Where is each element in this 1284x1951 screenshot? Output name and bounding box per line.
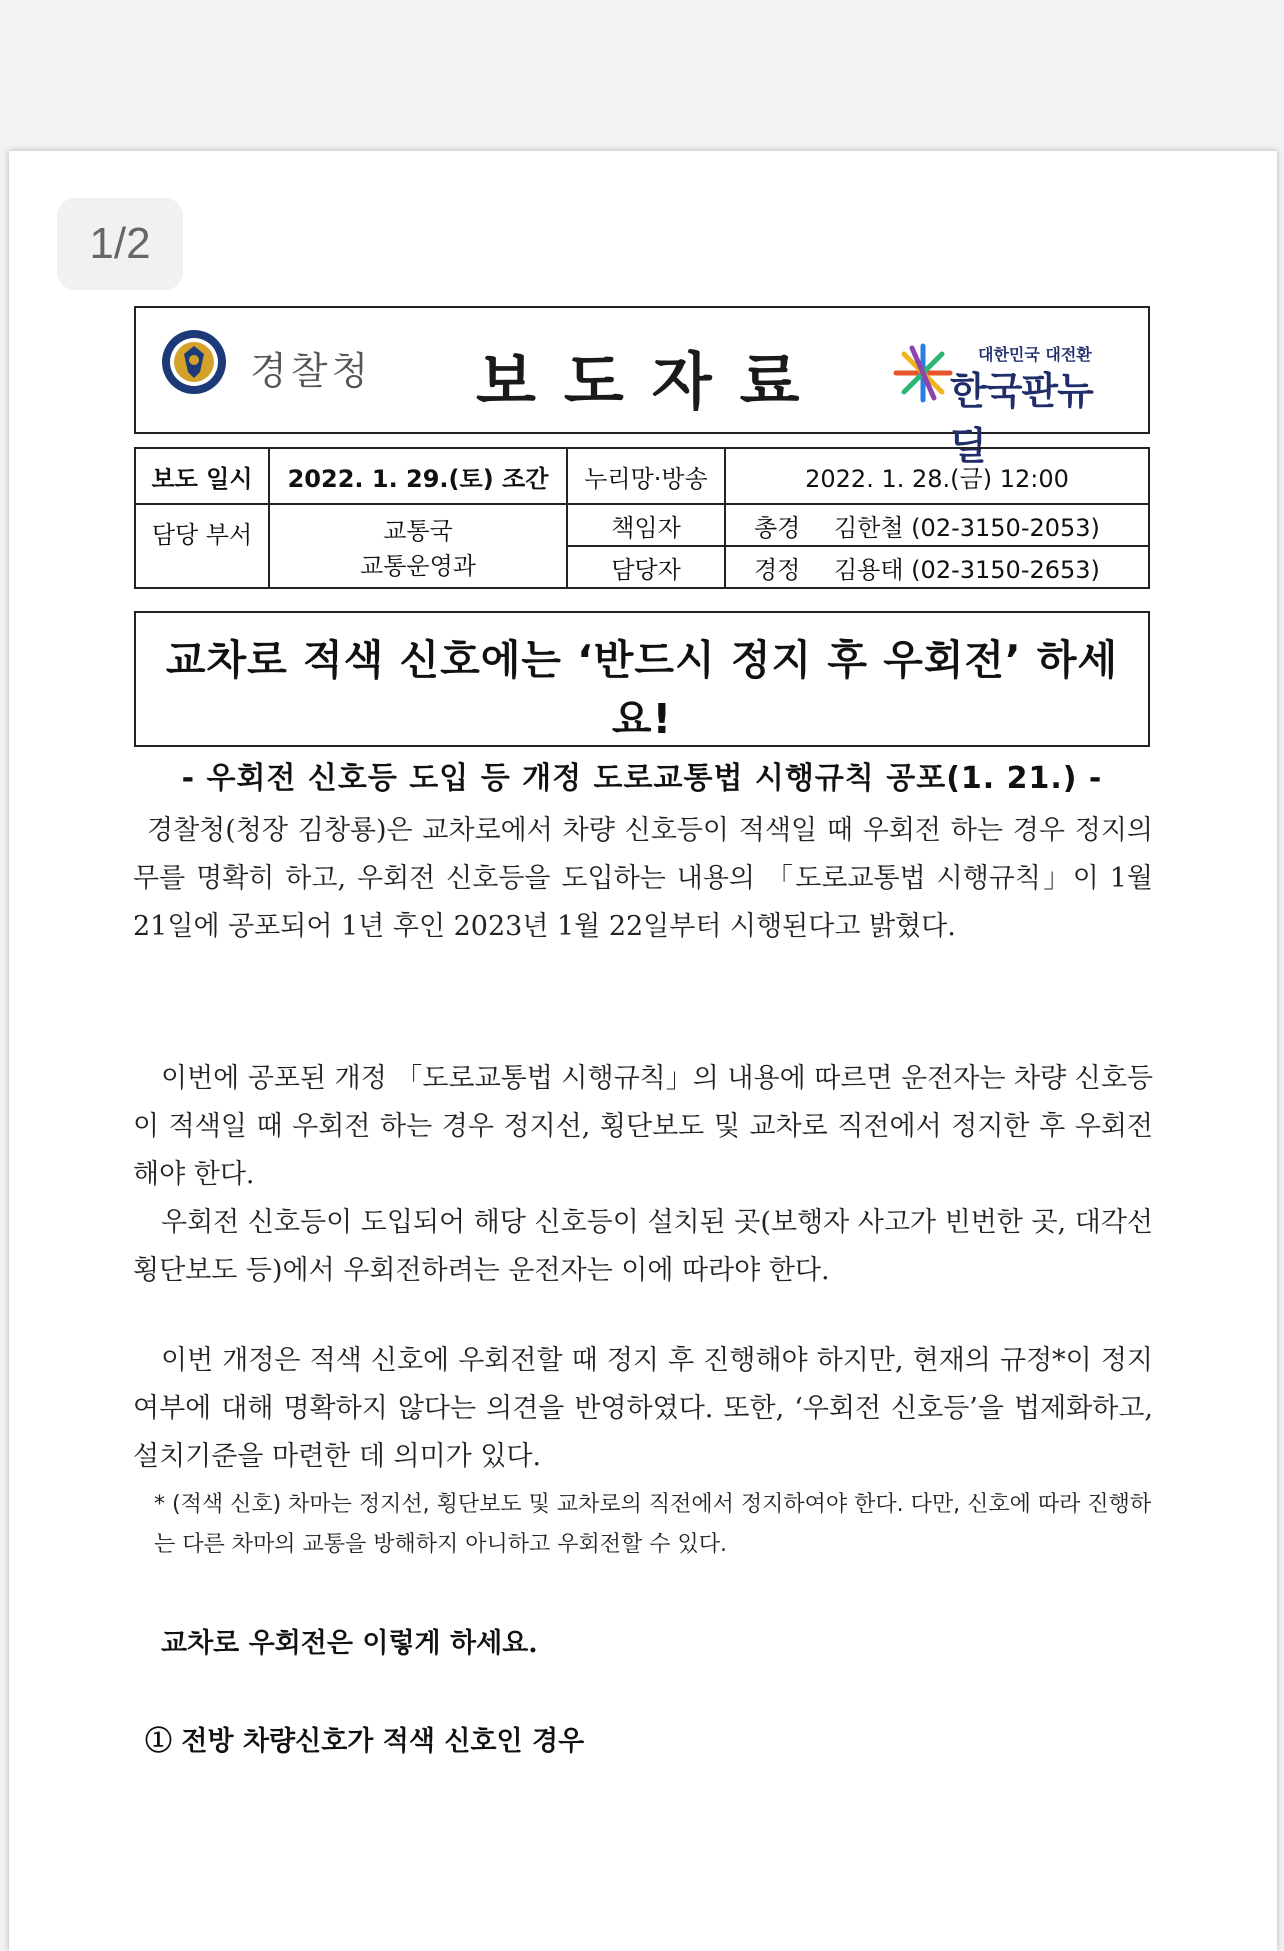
- manager-label: 책임자: [567, 504, 725, 546]
- list-item-1: ① 전방 차량신호가 적색 신호인 경우: [145, 1726, 585, 1757]
- manager-rank: 총경: [754, 513, 801, 542]
- media-value: 2022. 1. 28.(금) 12:00: [725, 448, 1149, 504]
- dept-line2: 교통운영과: [360, 552, 476, 580]
- dept-line1: 교통국: [383, 517, 453, 545]
- release-info-table: [134, 447, 1150, 589]
- press-release-header: [134, 306, 1150, 468]
- logo-title: 한국판뉴딜: [950, 369, 1093, 468]
- release-value: 2022. 1. 29.(토) 조간: [269, 448, 567, 504]
- staff-label: 담당자: [567, 546, 725, 588]
- document-page: [9, 151, 1277, 1951]
- headline-box: [134, 611, 1150, 796]
- manager-contact: [725, 504, 1149, 546]
- document-type-title: 보도자료: [476, 345, 828, 418]
- korean-new-deal-logo: [888, 338, 1128, 468]
- dept-value: [269, 504, 567, 588]
- police-emblem-icon: [160, 328, 228, 396]
- logo-subtitle: 대한민국 대전환: [978, 345, 1092, 364]
- paragraph-1: 경찰청(청장 김창룡)은 교차로에서 차량 신호등이 적색일 때 우회전 하는 경우 정지의무를 명확히 하고, 우회전 신호등을 도입하는 내용의 「도로교통법 시행규칙」이 1월 21일에 공포되어 1년 후인 2023년 1월 22일부터 시행된다고 밝혔다.: [133, 815, 1153, 942]
- paragraph-4: 이번 개정은 적색 신호에 우회전할 때 정지 후 진행해야 하지만, 현재의 규정*이 정지 여부에 대해 명확하지 않다는 의견을 반영하였다. 또한, ‘우회전 신호등’을 법제화하고, 설치기준을 마련한 데 의미가 있다.: [133, 1345, 1153, 1472]
- new-deal-star-icon: [888, 338, 958, 408]
- page-indicator: 1/2: [57, 198, 183, 290]
- headline-title: 교차로 적색 신호에는 ‘반드시 정지 후 우회전’ 하세요!: [165, 636, 1119, 743]
- media-label: 누리망·방송: [567, 448, 725, 504]
- section-heading: 교차로 우회전은 이렇게 하세요.: [161, 1628, 538, 1659]
- release-label: 보도 일시: [135, 448, 269, 504]
- staff-contact: [725, 546, 1149, 588]
- footnote: * (적색 신호) 차마는 정지선, 횡단보도 및 교차로의 직전에서 정지하여야 한다. 다만, 신호에 따라 진행하는 다른 차마의 교통을 방해하지 아니하고 우회전할 수 있다.: [154, 1492, 1152, 1557]
- paragraph-2: 이번에 공포된 개정 「도로교통법 시행규칙」의 내용에 따르면 운전자는 차량 신호등이 적색일 때 우회전 하는 경우 정지선, 횡단보도 및 교차로 직전에서 정지한 후 우회전해야 한다.: [133, 1063, 1153, 1190]
- dept-label: 담당 부서: [135, 504, 269, 588]
- manager-name: 김한철 (02-3150-2053): [834, 513, 1100, 542]
- headline-subtitle: - 우회전 신호등 도입 등 개정 도로교통법 시행규칙 공포(1. 21.) -: [181, 761, 1103, 796]
- staff-rank: 경정: [754, 555, 801, 584]
- staff-name: 김용태 (02-3150-2653): [834, 555, 1100, 584]
- paragraph-3: 우회전 신호등이 도입되어 해당 신호등이 설치된 곳(보행자 사고가 빈번한 곳, 대각선 횡단보도 등)에서 우회전하려는 운전자는 이에 따라야 한다.: [133, 1207, 1153, 1286]
- agency-name: 경찰청: [250, 349, 373, 393]
